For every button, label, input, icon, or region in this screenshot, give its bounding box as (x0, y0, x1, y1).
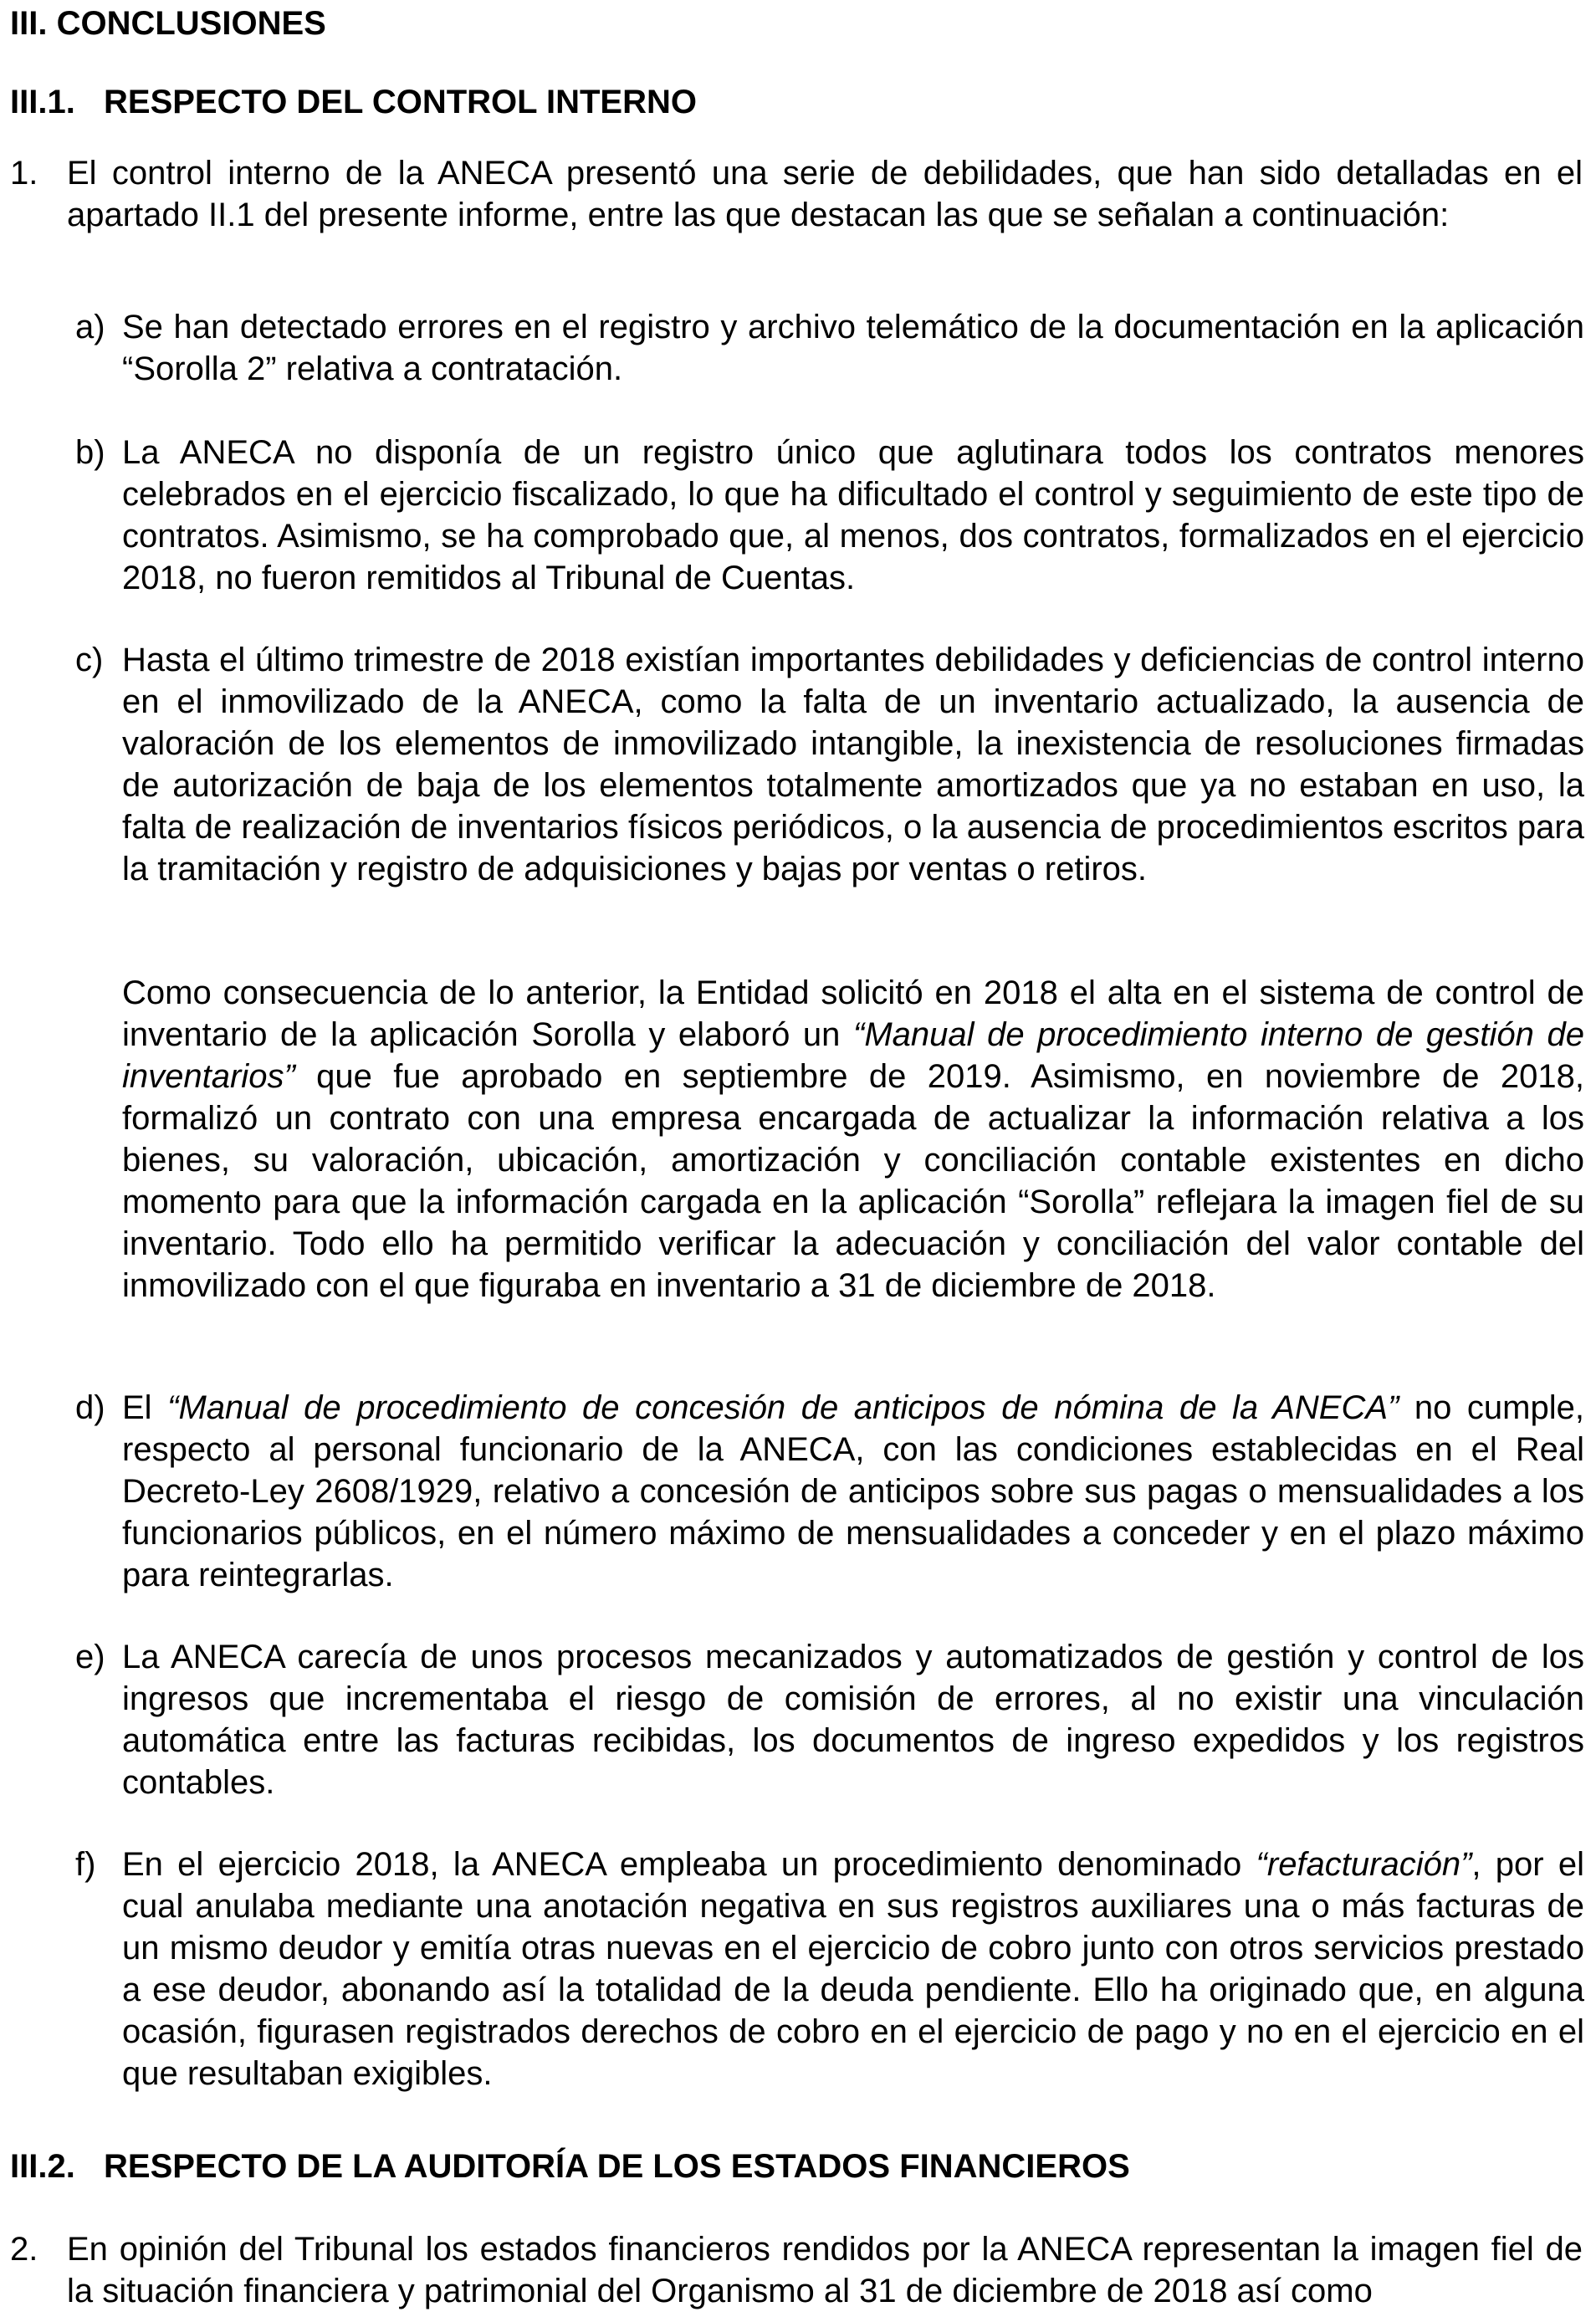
text-run: En el ejercicio 2018, la ANECA empleaba un procedimiento denominado (122, 1846, 1256, 1883)
list-item-f (75, 1844, 1584, 2094)
item-label: c) (75, 642, 104, 678)
list-item-a (75, 306, 1584, 390)
paragraph-number: 1. (10, 155, 38, 192)
item-text: Se han detectado errores en el registro y archivo telemático de la documentación en la aplicación “Sorolla 2” relativa a contratación. (122, 309, 1584, 387)
text-run: , por el cual anulaba mediante una anotación negativa en sus registros auxiliares una o más facturas de un mismo deudor y emitía otras nuevas en el ejercicio de cobro junto con otros servicios prestado a ese deudor, abonando así la totalidad de la deuda pendiente. Ello ha originado que, en alguna ocasión, figurasen registrados derechos de cobro en el ejercicio de pago y no en el ejercicio en el que resultaban exigibles. (122, 1846, 1584, 2092)
manual-title: “Manual de procedimiento interno de gestión de inventarios” (122, 1016, 1584, 1095)
section-number: III.1. (10, 84, 75, 120)
section-title: RESPECTO DE LA AUDITORÍA DE LOS ESTADOS FINANCIEROS (104, 2148, 1130, 2185)
list-item-d (75, 1387, 1584, 1596)
item-label: b) (75, 434, 105, 471)
paragraph-text: En opinión del Tribunal los estados financieros rendidos por la ANECA representan la imagen fiel de la situación financiera y patrimonial del Organismo al 31 de diciembre de 2018 así como (67, 2231, 1583, 2309)
section-heading-control-interno (10, 82, 697, 122)
list-item-c (75, 639, 1584, 890)
item-text (122, 1387, 1584, 1596)
list-item-e (75, 1636, 1584, 1803)
text-run: que fue aprobado en septiembre de 2019. Asimismo, en noviembre de 2018, formalizó un contrato con una empresa encargada de actualizar la información relativa a los bienes, su valoración, ubicación, amortización y conciliación contable existentes en dicho momento para que la información cargada en la aplicación “Sorolla” reflejara la imagen fiel de su inventario. Todo ello ha permitido verificar la adecuación y conciliación del valor contable del inmovilizado con el que figuraba en inventario a 31 de diciembre de 2018. (122, 1058, 1584, 1304)
italic-term: “refacturación” (1256, 1846, 1472, 1883)
item-label: e) (75, 1639, 105, 1675)
manual-title: “Manual de procedimiento de concesión de anticipos de nómina de la ANECA” (167, 1389, 1399, 1426)
item-text: La ANECA carecía de unos procesos mecanizados y automatizados de gestión y control de los ingresos que incrementaba el riesgo de comisión de errores, al no existir una vinculación automática entre las facturas recibidas, los documentos de ingreso expedidos y los registros contables. (122, 1639, 1584, 1801)
paragraph-1 (10, 152, 1583, 236)
text-run: El (122, 1389, 168, 1426)
item-text: La ANECA no disponía de un registro único que aglutinara todos los contratos menores celebrados en el ejercicio fiscalizado, lo que ha dificultado el control y seguimiento de este tipo de contratos. Asimismo, se ha comprobado que, al menos, dos contratos, formalizados en el ejercicio 2018, no fueron remitidos al Tribunal de Cuentas. (122, 434, 1584, 596)
section-title: RESPECTO DEL CONTROL INTERNO (104, 84, 697, 120)
section-heading-auditoria (10, 2146, 1130, 2186)
chapter-heading: III. CONCLUSIONES (10, 5, 326, 42)
paragraph-2 (10, 2228, 1583, 2312)
list-item-b (75, 432, 1584, 599)
item-text: Hasta el último trimestre de 2018 existían importantes debilidades y deficiencias de control interno en el inmovilizado de la ANECA, como la falta de un inventario actualizado, la ausencia de valoración de los elementos de inmovilizado intangible, la inexistencia de resoluciones firmadas de autorización de baja de los elementos totalmente amortizados que ya no estaban en uso, la falta de realización de inventarios físicos periódicos, o la ausencia de procedimientos escritos para la tramitación y registro de adquisiciones y bajas por ventas o retiros. (122, 642, 1584, 887)
item-text (122, 1844, 1584, 2094)
paragraph-number: 2. (10, 2231, 38, 2268)
text-run: Como consecuencia de lo anterior, la Entidad solicitó en 2018 el alta en el sistema de control de inventario de la aplicación Sorolla y elaboró un (122, 974, 1584, 1053)
section-number: III.2. (10, 2148, 75, 2185)
text-run: no cumple, respecto al personal funcionario de la ANECA, con las condiciones establecidas en el Real Decreto-Ley 2608/1929, relativo a concesión de anticipos sobre sus pagas o mensualidades a los funcionarios públicos, en el número máximo de mensualidades a conceder y en el plazo máximo para reintegrarlas. (122, 1389, 1584, 1593)
list-item-c-continuation (122, 972, 1584, 1307)
paragraph-text: El control interno de la ANECA presentó una serie de debilidades, que han sido detalladas en el apartado II.1 del presente informe, entre las que destacan las que se señalan a continuación: (67, 155, 1583, 233)
item-label: a) (75, 309, 105, 345)
item-label: d) (75, 1389, 105, 1426)
item-label: f) (75, 1846, 96, 1883)
